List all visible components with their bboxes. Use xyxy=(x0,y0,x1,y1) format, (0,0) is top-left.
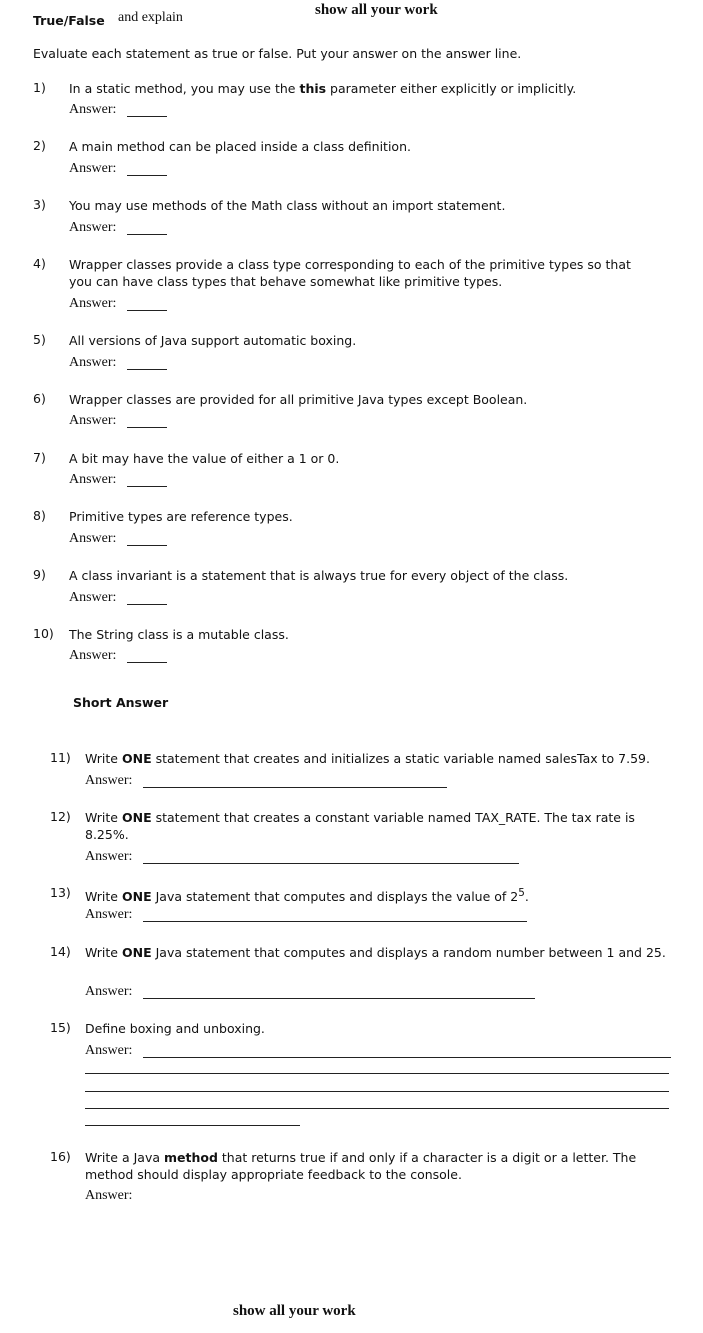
question-number: 1) xyxy=(33,80,46,95)
question-text xyxy=(85,1020,670,1037)
answer-line[interactable] xyxy=(127,486,167,487)
question-number: 2) xyxy=(33,138,46,153)
question-number: 10) xyxy=(33,626,54,641)
answer-line[interactable] xyxy=(143,1057,671,1058)
answer-line[interactable] xyxy=(127,234,167,235)
answer-line[interactable] xyxy=(127,545,167,546)
answer-line[interactable] xyxy=(143,863,519,864)
answer-label: Answer: xyxy=(69,413,117,428)
question-text-part: Write xyxy=(85,751,122,766)
answer-line[interactable] xyxy=(85,1108,669,1109)
answer-label: Answer: xyxy=(85,773,133,788)
answer-label: Answer: xyxy=(69,531,117,546)
answer-line[interactable] xyxy=(127,175,167,176)
question-emphasis: ONE xyxy=(121,810,152,825)
question-text-part: Define boxing and unboxing. xyxy=(85,1021,265,1036)
answer-label: Answer: xyxy=(69,590,117,605)
header-note: show all your work xyxy=(315,2,438,18)
answer-label: Answer: xyxy=(69,161,117,176)
answer-label: Answer: xyxy=(85,1043,133,1058)
question-text xyxy=(69,567,649,584)
question-text xyxy=(85,750,670,767)
question-text-part: Wrapper classes are provided for all primitive Java types except Boolean. xyxy=(69,392,528,407)
question-text xyxy=(69,450,649,467)
question-number: 5) xyxy=(33,332,46,347)
instructions: Evaluate each statement as true or false. Put your answer on the answer line. xyxy=(33,46,522,61)
question-text xyxy=(85,809,670,843)
question-number: 15) xyxy=(50,1020,71,1035)
question-text xyxy=(85,944,670,961)
question-text-part: . xyxy=(524,889,529,905)
question-text-part: Write a Java xyxy=(85,1150,164,1165)
answer-label: Answer: xyxy=(69,648,117,663)
question-text-part: statement that creates and initializes a static variable named salesTax to 7.59. xyxy=(151,751,650,766)
answer-line[interactable] xyxy=(127,427,167,428)
question-number: 12) xyxy=(50,809,71,824)
answer-line[interactable] xyxy=(127,369,167,370)
question-text xyxy=(69,626,649,643)
answer-label: Answer: xyxy=(69,220,117,235)
question-emphasis: ONE xyxy=(121,889,152,905)
answer-line[interactable] xyxy=(85,1125,300,1126)
question-text xyxy=(69,138,649,155)
answer-line[interactable] xyxy=(143,998,535,999)
question-text-part: Java statement that computes and displays the value of 2 xyxy=(151,889,519,905)
answer-line[interactable] xyxy=(127,604,167,605)
question-text-part: Write xyxy=(85,889,122,905)
answer-label: Answer: xyxy=(69,102,117,117)
answer-label: Answer: xyxy=(69,472,117,487)
question-text-part: Java statement that computes and displays a random number between 1 and 25. xyxy=(151,945,666,960)
question-emphasis: method xyxy=(164,1150,218,1165)
answer-label: Answer: xyxy=(85,1188,133,1203)
question-emphasis: ONE xyxy=(121,751,152,766)
question-number: 9) xyxy=(33,567,46,582)
question-text-part: In a static method, you may use the xyxy=(69,81,300,96)
question-number: 8) xyxy=(33,508,46,523)
question-emphasis: this xyxy=(299,81,327,96)
answer-line[interactable] xyxy=(127,662,167,663)
question-text-part: parameter either explicitly or implicitly. xyxy=(326,81,577,96)
question-text-part: that returns true if and only if a character is a digit or a letter. The method should display appropriate feedback to the console. xyxy=(85,1150,637,1182)
answer-label: Answer: xyxy=(69,296,117,311)
question-text-part: statement that creates a constant variable named TAX_RATE. The tax rate is 8.25%. xyxy=(85,810,635,842)
question-text-part: Primitive types are reference types. xyxy=(69,509,293,524)
answer-line[interactable] xyxy=(143,921,527,922)
answer-line[interactable] xyxy=(85,1073,669,1074)
question-text xyxy=(69,391,649,408)
question-text-part: The String class is a mutable class. xyxy=(69,627,289,642)
answer-label: Answer: xyxy=(85,984,133,999)
question-number: 14) xyxy=(50,944,71,959)
question-text-part: Write xyxy=(85,810,122,825)
question-text-part: A class invariant is a statement that is always true for every object of the class. xyxy=(69,568,569,583)
question-text xyxy=(85,1149,670,1183)
question-text-part: Write xyxy=(85,945,122,960)
answer-line[interactable] xyxy=(143,787,447,788)
question-text xyxy=(69,332,649,349)
question-number: 13) xyxy=(50,885,71,900)
answer-line[interactable] xyxy=(127,116,167,117)
section-title-short-answer: Short Answer xyxy=(73,695,169,710)
question-number: 11) xyxy=(50,750,71,765)
question-text xyxy=(69,80,649,97)
question-text-part: Wrapper classes provide a class type corresponding to each of the primitive types so that you can have class types that behave somewhat like primitive types. xyxy=(69,257,631,289)
answer-label: Answer: xyxy=(69,355,117,370)
question-text xyxy=(85,885,670,905)
question-text-part: All versions of Java support automatic boxing. xyxy=(69,333,357,348)
question-number: 3) xyxy=(33,197,46,212)
question-text-part: A bit may have the value of either a 1 or 0. xyxy=(69,451,340,466)
answer-label: Answer: xyxy=(85,907,133,922)
question-number: 16) xyxy=(50,1149,71,1164)
answer-line[interactable] xyxy=(127,310,167,311)
question-text xyxy=(69,256,649,290)
question-text-part: A main method can be placed inside a class definition. xyxy=(69,139,411,154)
question-number: 6) xyxy=(33,391,46,406)
section-subtitle: and explain xyxy=(118,10,183,25)
question-number: 4) xyxy=(33,256,46,271)
answer-line[interactable] xyxy=(85,1091,669,1092)
question-text xyxy=(69,197,649,214)
footer-note: show all your work xyxy=(233,1303,356,1319)
superscript: 5 xyxy=(518,887,525,899)
question-number: 7) xyxy=(33,450,46,465)
question-text-part: You may use methods of the Math class without an import statement. xyxy=(69,198,506,213)
question-text xyxy=(69,508,649,525)
question-emphasis: ONE xyxy=(121,945,152,960)
answer-label: Answer: xyxy=(85,849,133,864)
section-title-true-false: True/False xyxy=(33,13,105,28)
